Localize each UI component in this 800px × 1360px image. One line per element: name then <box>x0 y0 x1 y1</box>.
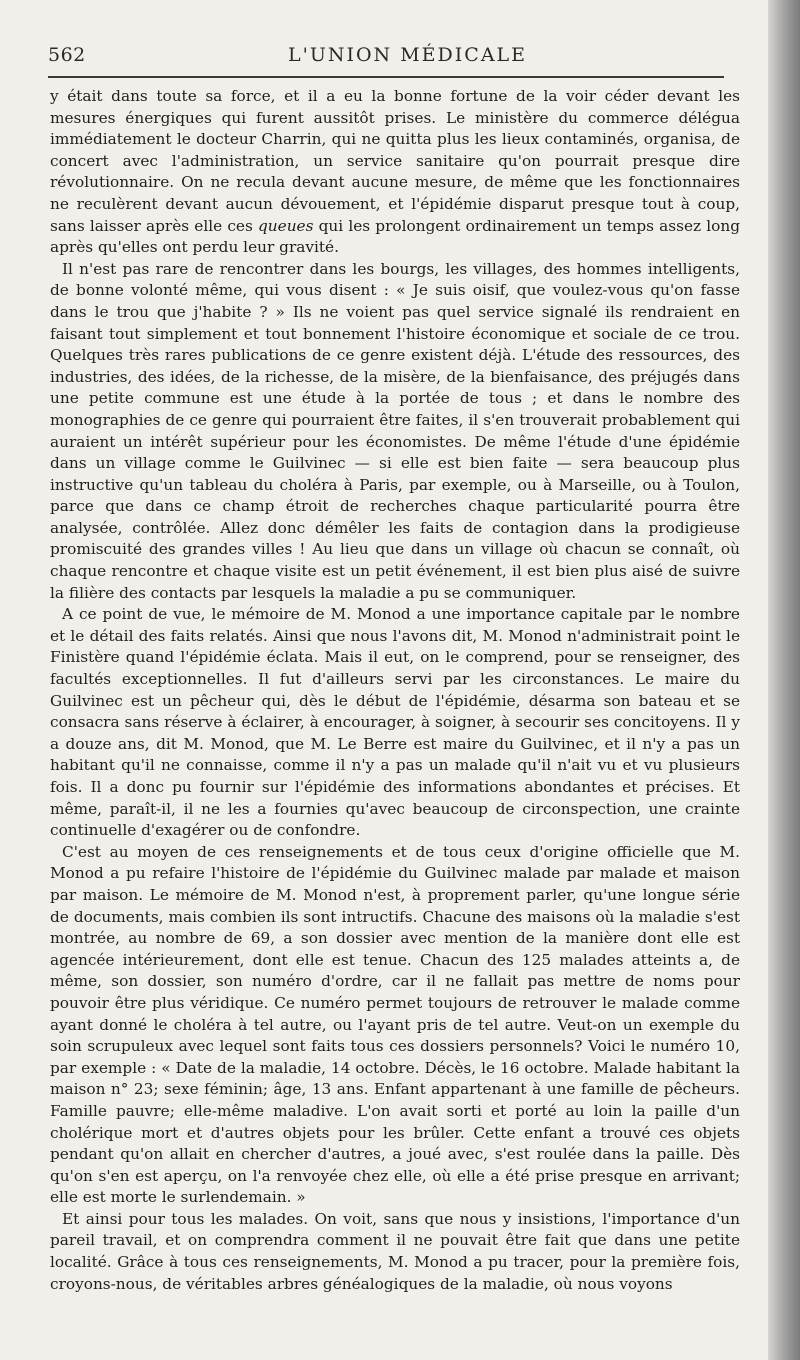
scan-page-edge <box>768 0 800 1360</box>
page-header <box>48 42 728 72</box>
paragraph-1-italic-word: queues <box>258 216 314 235</box>
paragraph-5: Et ainsi pour tous les malades. On voit, sans que nous y insistions, l'importance d'un pareil travail, et on comprendra comment il ne pouvait être fait que dans une petite localité. Grâce à tous ces renseignements, M. Monod a pu tracer, pour la première fois, croyons-nous, de véritables arbres généalogiques de la maladie, où nous voyons <box>50 1209 740 1293</box>
body-text <box>50 86 740 1295</box>
paragraph-3: A ce point de vue, le mémoire de M. Monod a une importance capitale par le nombre et le détail des faits relatés. Ainsi que nous l'avons dit, M. Monod n'administrait point le Finistère quand l'épidémie éclata. Mais il eut, on le comprend, pour se renseigner, des facultés exceptionnelles. Il fut d'ailleurs servi par les circonstances. Le maire du Guilvinec est un pêcheur qui, dès le début de l'épidémie, désarma son bateau et se consacra sans réserve à éclairer, à encourager, à soigner, à secourir ses concitoyens. Il y a douze ans, dit M. Monod, que M. Le Berre est maire du Guilvinec, et il n'y a pas un habitant qu'il ne connaisse, comme il n'y a pas un malade qu'il n'ait vu et vu plusieurs fois. Il a donc pu fournir sur l'épidémie des informations abondantes et précises. Et même, paraît-il, il ne les a fournies qu'avec beaucoup de circonspection, une crainte continuelle d'exagérer ou de confondre. <box>50 605 740 840</box>
paragraph-2: Il n'est pas rare de rencontrer dans les bourgs, les villages, des hommes intelligents, de bonne volonté même, qui vous disent : « Je suis oisif, que voulez-vous qu'on fasse dans le trou que j'habite ? » Ils ne voient pas quel service signalé ils rendraient en faisant tout simplement et tout bonnement l'histoire économique et sociale de ce trou. Quelques très rares publications de ce genre existent déjà. L'étude des ressources, des industries, des idées, de la richesse, de la misère, de la bienfaisance, des préjugés dans une petite commune est une étude à la portée de tous ; et dans le nombre des monographies de ce genre qui pourraient être faites, il s'en trouverait probablement qui auraient un intérêt supérieur pour les économistes. De même l'étude d'une épidémie dans un village comme le Guilvinec — si elle est bien faite — sera beaucoup plus instructive qu'un tableau du choléra à Paris, par exemple, ou à Marseille, ou à Toulon, parce que dans ce champ étroit de recherches chaque particularité pourra être analysée, contrôlée. Allez donc démêler les faits de contagion dans la prodigieuse promiscuité des grandes villes ! Au lieu que dans un village où chacun se connaît, où chaque rencontre et chaque visite est un petit événement, il est bien plus aisé de suivre la filière des contacts par lesquels la maladie a pu se communiquer. <box>50 259 740 602</box>
paragraph-1 <box>50 86 740 259</box>
paragraph-1-text-a: y était dans toute sa force, et il a eu la bonne fortune de la voir céder devant les mesures énergiques qui furent aussitôt prises. Le ministère du commerce délégua immédiatement le docteur Charrin, qui ne quitta plus les lieux contaminés, organisa, de concert avec l'administration, un service sanitaire qu'on pourrait presque dire révolutionnaire. On ne recula devant aucune mesure, de même que les fonctionnaires ne reculèrent devant aucun dévouement, et l'épidémie disparut presque tout à coup, sans laisser après elle ces <box>50 87 740 235</box>
running-title: L'UNION MÉDICALE <box>288 44 528 66</box>
paragraph-1-text-b: qui les prolongent ordinairement un temps assez long après qu'elles ont perdu leur gravité. <box>50 216 740 257</box>
header-rule <box>48 76 724 78</box>
page-number: 562 <box>48 44 86 66</box>
paragraph-4: C'est au moyen de ces renseignements et de tous ceux d'origine officielle que M. Monod a pu refaire l'histoire de l'épidémie du Guilvinec malade par malade et maison par maison. Le mémoire de M. Monod n'est, à proprement parler, qu'une longue série de documents, mais combien ils sont intructifs. Chacune des maisons où la maladie s'est montrée, au nombre de 69, a son dossier avec mention de la manière dont elle est agencée intérieurement, dont elle est tenue. Chacun des 125 malades atteints a, de même, son dossier, son numéro d'ordre, car il ne fallait pas mettre de noms pour pouvoir être plus véridique. Ce numéro permet toujours de retrouver le malade comme ayant donné le choléra à tel autre, ou l'ayant pris de tel autre. Veut-on un exemple du soin scrupuleux avec lequel sont faits tous ces dossiers personnels? Voici le numéro 10, par exemple : « Date de la maladie, 14 octobre. Décès, le 16 octobre. Malade habitant la maison n° 23; sexe féminin; âge, 13 ans. Enfant appartenant à une famille de pêcheurs. Famille pauvre; elle-même maladive. L'on avait sorti et porté au loin la paille d'un cholérique mort et d'autres objets pour les brûler. Cette enfant a trouvé ces objets pendant qu'on allait en chercher d'autres, a joué avec, s'est roulée dans la paille. Dès qu'on s'en est aperçu, on l'a renvoyée chez elle, où elle a été prise presque en arrivant; elle est morte le surlendemain. » <box>50 842 740 1207</box>
